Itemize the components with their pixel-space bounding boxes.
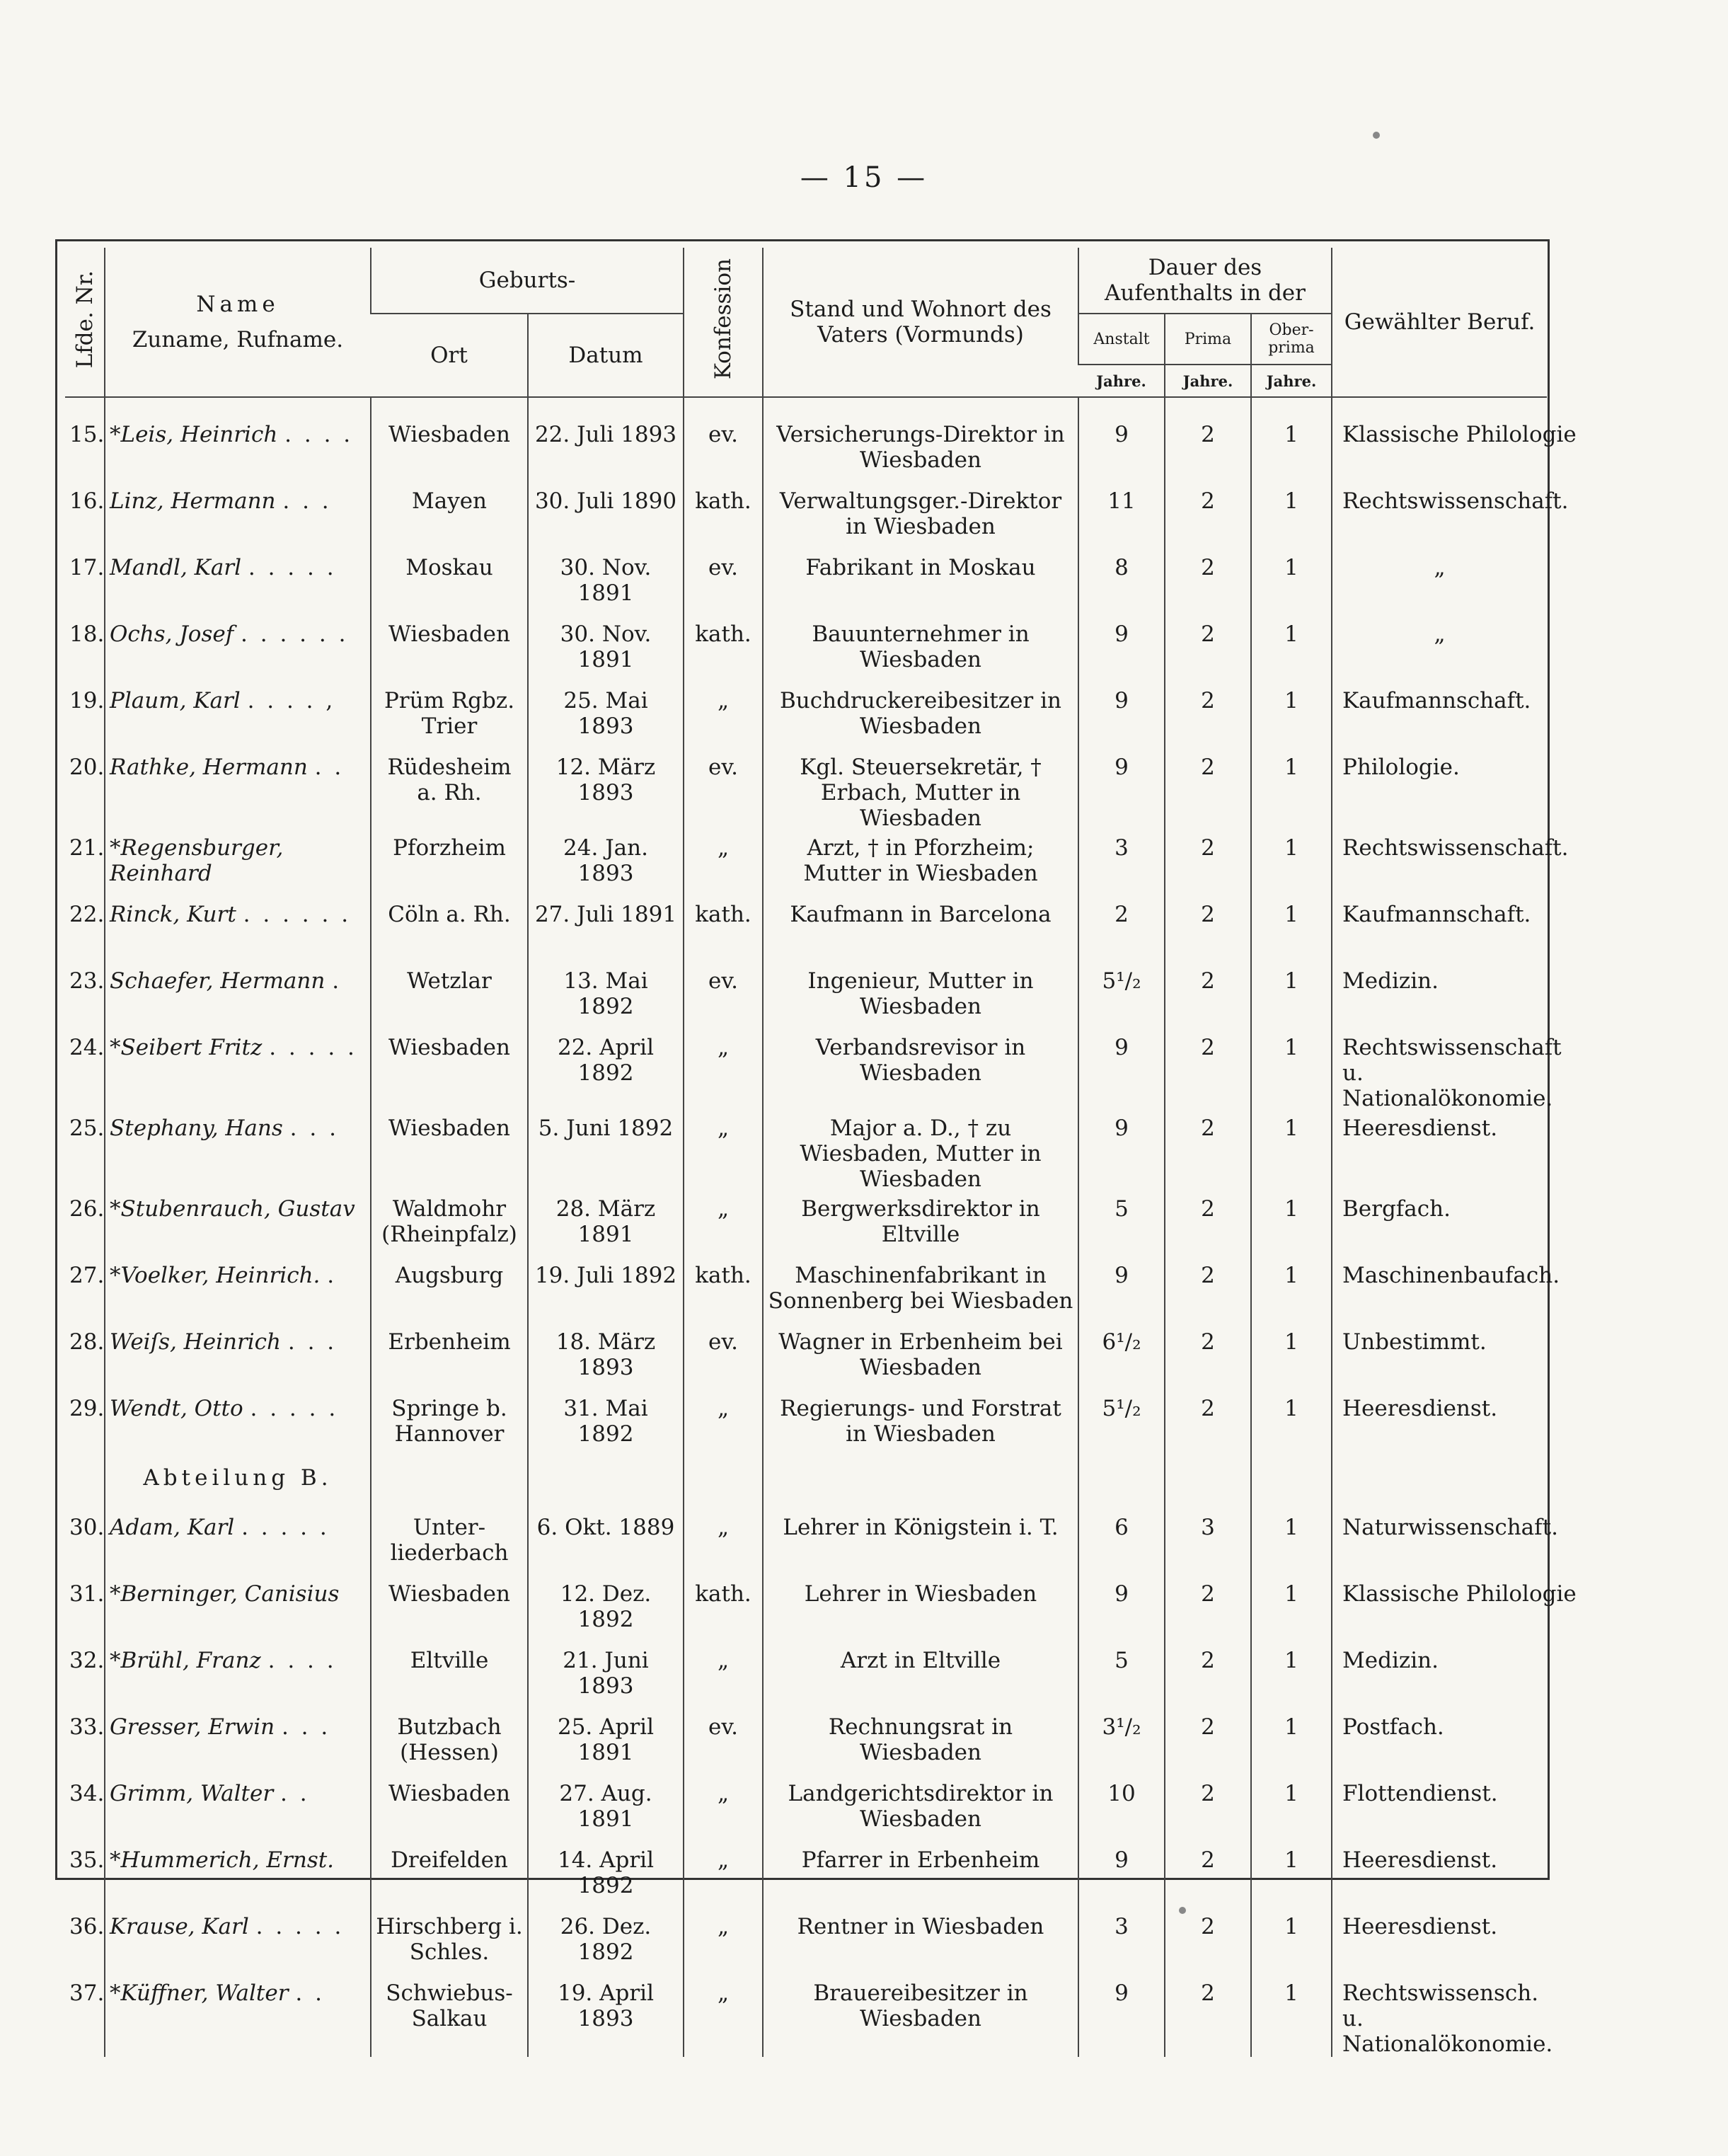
table-row: 17. Mandl, Karl . . . . . Moskau 30. Nov. 1891 ev. Fabrikant in Moskau 8 2 1 „ [65,551,1547,617]
table-body [65,397,1577,2057]
header-oberprima: Ober-prima [1251,314,1332,365]
header-name-sub: Zuname, Rufname. [132,327,344,352]
margin-dot [1179,1907,1186,1914]
header-jahre-anstalt: Jahre. [1078,365,1165,397]
header-geburts: Geburts- [371,248,684,314]
header-ort: Ort [371,314,528,397]
header-konfession: Konfession [684,248,763,397]
table-row: 16. Linz, Hermann . . . Mayen 30. Juli 1890 kath. Verwaltungsger.-Direktor in Wiesbaden 11 2 1 Rechtswissenschaft. [65,484,1547,551]
table-row: 24. *Seibert Fritz . . . . . Wiesbaden 22. April 1892 „ Verbandsrevisor in Wiesbaden 9 2 1 Rechtswissenschaft u. Nationalökonomie. [65,1031,1547,1111]
header-name [105,248,371,397]
header-anstalt: Anstalt [1078,314,1165,365]
header-datum: Datum [528,314,684,397]
table-row: 23. Schaefer, Hermann . Wetzlar 13. Mai 1892 ev. Ingenieur, Mutter in Wiesbaden 5¹/₂ 2 1 Medizin. [65,964,1547,1031]
table-row: 34. Grimm, Walter . . Wiesbaden 27. Aug. 1891 „ Landgerichtsdirektor in Wiesbaden 10 2 1 Flottendienst. [65,1777,1547,1843]
header-dauer: Dauer des Aufenthalts in der [1078,248,1332,314]
table-row: 30. Adam, Karl . . . . . Unter-liederbach 6. Okt. 1889 „ Lehrer in Königstein i. T. 6 3 1 Naturwissenschaft. [65,1510,1547,1577]
table-row: 31. *Berninger, Canisius Wiesbaden 12. Dez. 1892 kath. Lehrer in Wiesbaden 9 2 1 Klassische Philologie [65,1577,1547,1644]
header-jahre-prima: Jahre. [1165,365,1251,397]
table-row: 20. Rathke, Hermann . . Rüdesheim a. Rh. 12. März 1893 ev. Kgl. Steuersekretär, † Erbach, Mutter in Wiesbaden 9 2 1 Philologie. [65,750,1547,831]
table-row: 29. Wendt, Otto . . . . . Springe b. Hannover 31. Mai 1892 „ Regierungs- und Forstrat in Wiesbaden 5¹/₂ 2 1 Heeresdienst. [65,1392,1547,1458]
table-row: 26. *Stubenrauch, Gustav Waldmohr (Rheinpfalz) 28. März 1891 „ Bergwerksdirektor in Eltville 5 2 1 Bergfach. [65,1192,1547,1258]
table-row: 15. *Leis, Heinrich . . . . Wiesbaden 22. Juli 1893 ev. Versicherungs-Direktor in Wiesbaden 9 2 1 Klassische Philologie [65,418,1547,484]
margin-dot [1373,132,1380,139]
table-row: 21. *Regensburger, Reinhard Pforzheim 24. Jan. 1893 „ Arzt, † in Pforzheim; Mutter in Wiesbaden 3 2 1 Rechtswissenschaft. [65,831,1547,898]
header-beruf: Gewählter Beruf. [1332,248,1547,397]
header-stand: Stand und Wohnort des Vaters (Vormunds) [763,248,1078,397]
table-row: 37. *Küffner, Walter . . Schwiebus-Salkau 19. April 1893 „ Brauereibesitzer in Wiesbaden 9 2 1 Rechtswissensch. u. Nationalökonomie. [65,1976,1547,2057]
header-lfde-nr: Lfde. Nr. [65,248,105,397]
header-name-title: Name [196,292,280,317]
student-table [65,248,1577,2057]
header-jahre-oberprima: Jahre. [1251,365,1332,397]
table-row: 19. Plaum, Karl . . . . , Prüm Rgbz. Trier 25. Mai 1893 „ Buchdruckereibesitzer in Wiesbaden 9 2 1 Kaufmannschaft. [65,684,1547,750]
table-row: 22. Rinck, Kurt . . . . . . Cöln a. Rh. 27. Juli 1891 kath. Kaufmann in Barcelona 2 2 1 Kaufmannschaft. [65,898,1547,964]
table-row: 27. *Voelker, Heinrich. . Augsburg 19. Juli 1892 kath. Maschinenfabrikant in Sonnenberg bei Wiesbaden 9 2 1 Maschinenbaufach. [65,1258,1547,1325]
table-row: 28. Weiſs, Heinrich . . . Erbenheim 18. März 1893 ev. Wagner in Erbenheim bei Wiesbaden 6¹/₂ 2 1 Unbestimmt. [65,1325,1547,1392]
table-row: 33. Gresser, Erwin . . . Butzbach (Hessen) 25. April 1891 ev. Rechnungsrat in Wiesbaden 3¹/₂ 2 1 Postfach. [65,1710,1547,1777]
page-number: — 15 — [800,161,928,194]
header-prima: Prima [1165,314,1251,365]
table-row: 25. Stephany, Hans . . . Wiesbaden 5. Juni 1892 „ Major a. D., † zu Wiesbaden, Mutter in Wiesbaden 9 2 1 Heeresdienst. [65,1111,1547,1192]
section-b-label: Abteilung B. [105,1458,371,1510]
table-row: 35. *Hummerich, Ernst. Dreifelden 14. April 1892 „ Pfarrer in Erbenheim 9 2 1 Heeresdienst. [65,1843,1547,1910]
table-row: 32. *Brühl, Franz . . . . Eltville 21. Juni 1893 „ Arzt in Eltville 5 2 1 Medizin. [65,1644,1547,1710]
table-row: 18. Ochs, Josef . . . . . . Wiesbaden 30. Nov. 1891 kath. Bauunternehmer in Wiesbaden 9 2 1 „ [65,617,1547,684]
section-heading-row [65,1458,1547,1510]
table-row: 36. Krause, Karl . . . . . Hirschberg i. Schles. 26. Dez. 1892 „ Rentner in Wiesbaden 3 2 1 Heeresdienst. [65,1910,1547,1976]
